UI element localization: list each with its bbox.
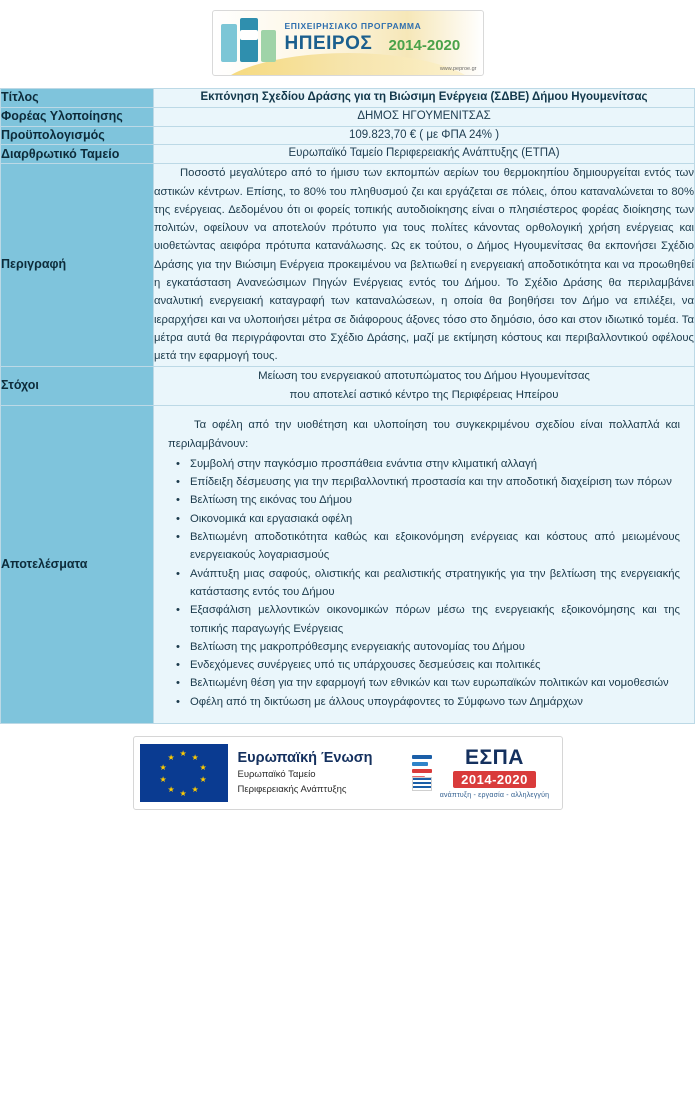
row-label-fund: Διαρθρωτικό Ταμείο <box>1 145 154 164</box>
goal-line-1: Μείωση του ενεργειακού αποτυπώματος του Δήμου Ηγουμενίτσας <box>258 369 590 382</box>
row-value-title <box>154 89 695 108</box>
list-item: • Οικονομικά και εργασιακά οφέλη <box>168 510 680 528</box>
eu-text-block <box>238 750 410 797</box>
row-value-implementer: ΔΗΜΟΣ ΗΓΟΥΜΕΝΙΤΣΑΣ <box>154 107 695 126</box>
goal-line-2: που αποτελεί αστικό κέντρο της Περιφέρειας Ηπείρου <box>289 388 559 401</box>
list-item: • Βελτίωση της εικόνας του Δήμου <box>168 491 680 509</box>
row-label-description: Περιγραφή <box>1 164 154 366</box>
row-label-results: Αποτελέσματα <box>1 406 154 724</box>
table-row-implementer <box>1 107 695 126</box>
program-years-label: 2014-2020 <box>388 37 461 54</box>
results-intro-text: Τα οφέλη από την υιοθέτηση και υλοποίηση του συγκεκριμένου σχεδίου είναι πολλαπλά και περιλαμβάνουν: <box>168 419 680 450</box>
description-paragraph: Ποσοστό μεγαλύτερο από το ήμισυ των εκπομπών αερίων του θερμοκηπίου δημιουργείται εντός των αστικών κέντρων. Επίσης, το 80% του πληθυσμού ζει και εργάζεται σε πόλεις, όπου καταναλώνεται το 80% της ενέργειας. Δεδομένου ότι οι φορείς τοπικής αυτοδιοίκησης είναι ο πλησιέστερος φορέας διοίκησης των πολιτών, οφείλουν να αποτελούν πρότυπο για τους πολίτες κάνοντας ορθολογική χρήση ενέργειας και υιοθετώντας αειφόρα πρότυπα κατανάλωσης. Ως εκ τούτου, ο Δήμος Ηγουμενίτσας θα εκπονήσει Σχέδιο Δράσης για την Βιώσιμη Ενέργεια προκειμένου να βελτιωθεί η ενεργειακή αποδοτικότητα και να προωθηθεί η εγκατάσταση Ανανεώσιμων Πηγών Ενέργειας εντός του Δήμου. Το Σχέδιο Δράσης θα περιλαμβάνει αναλυτική ενεργειακή καταγραφή των καταναλώσεων, η οποία θα βοηθήσει τον Δήμο να επιλέξει, να ιεραρχήσει και να υλοποιήσει μέτρα σε διάφορους άξονες τόσο στο δημόσιο, όσο και στον ιδιωτικό τομέα. Τα μέτρα αυτά θα περιγράφονται στο Σχέδιο Δράσης, μαζί με εκτίμηση κόστους και περιβαλλοντικού οφέλους μετά την εφαρμογή τους. <box>154 167 694 363</box>
table-row-description <box>1 164 695 366</box>
table-row-title <box>1 89 695 108</box>
table-row-budget <box>1 126 695 145</box>
list-item: • Βελτίωση της μακροπρόθεσμης ενεργειακής αυτονομίας του Δήμου <box>168 638 680 656</box>
row-value-results <box>154 406 695 724</box>
eu-subtitle-line1: Ευρωπαϊκό Ταμείο <box>237 768 316 780</box>
row-value-description <box>154 164 695 366</box>
eu-title-label: Ευρωπαϊκή Ένωση <box>237 749 373 766</box>
eu-espa-logo <box>133 736 563 810</box>
espa-name-label: ΕΣΠΑ <box>465 746 524 770</box>
espa-logo-block <box>410 747 556 799</box>
row-label-goals: Στόχοι <box>1 366 154 406</box>
program-name-label: ΗΠΕΙΡΟΣ <box>284 33 373 54</box>
table-row-fund <box>1 145 695 164</box>
list-item: • Βελτιωμένη αποδοτικότητα καθώς και εξοικονόμηση ενέργειας και κόστους από μειωμένους ενεργειακούς λογαριασμούς <box>168 528 680 565</box>
table-row-goals <box>1 366 695 406</box>
project-info-table <box>0 88 695 724</box>
row-value-fund: Ευρωπαϊκό Ταμείο Περιφερειακής Ανάπτυξης (ΕΤΠΑ) <box>154 145 695 164</box>
row-label-implementer: Φορέας Υλοποίησης <box>1 107 154 126</box>
footer-logo-container <box>0 724 695 824</box>
row-label-title: Τίτλος <box>1 89 154 108</box>
eu-flag-icon: ★ ★ ★ ★ ★ ★ ★ ★ ★ ★ <box>140 744 228 802</box>
row-value-goals <box>154 366 695 406</box>
program-logo-banner <box>212 10 484 76</box>
results-list <box>168 455 680 711</box>
header-banner-container <box>0 0 695 88</box>
epirus-logo-icon <box>221 18 277 68</box>
program-line-label: ΕΠΙΧΕΙΡΗΣΙΑΚΟ ΠΡΟΓΡΑΜΜΑ <box>284 21 422 31</box>
list-item: • Ανάπτυξη μιας σαφούς, ολιστικής και ρεαλιστικής στρατηγικής για την βελτίωση της ενεργειακής κατάστασης εντός του Δήμου <box>168 565 680 602</box>
espa-years-label: 2014-2020 <box>453 771 536 788</box>
list-item: • Ενδεχόμενες συνέργειες υπό τις υπάρχουσες δεσμεύσεις και πολιτικές <box>168 656 680 674</box>
row-label-budget: Προϋπολογισμός <box>1 126 154 145</box>
list-item: • Οφέλη από τη δικτύωση με άλλους υπογράφοντες το Σύμφωνο των Δημάρχων <box>168 693 680 711</box>
project-title-text: Εκπόνηση Σχεδίου Δράσης για τη Βιώσιμη Ενέργεια (ΣΔΒΕ) Δήμου Ηγουμενίτσας <box>200 91 648 103</box>
greek-flag-icon <box>412 777 432 791</box>
row-value-budget: 109.823,70 € ( με ΦΠΑ 24% ) <box>154 126 695 145</box>
eu-subtitle-line2: Περιφερειακής Ανάπτυξης <box>237 783 347 795</box>
list-item: • Βελτιωμένη θέση για την εφαρμογή των εθνικών και των ευρωπαϊκών πολιτικών και νομοθεσιών <box>168 674 680 692</box>
list-item: • Επίδειξη δέσμευσης για την περιβαλλοντική προστασία και την αποδοτική διαχείριση των πόρων <box>168 473 680 491</box>
table-row-results <box>1 406 695 724</box>
list-item: • Συμβολή στην παγκόσμιο προσπάθεια ενάντια στην κλιματική αλλαγή <box>168 455 680 473</box>
program-url-label: www.peproe.gr <box>439 66 477 72</box>
list-item: • Εξασφάλιση μελλοντικών οικονομικών πόρων μέσω της ενεργειακής εξοικονόμησης και της τοπικής παραγωγής Ενέργειας <box>168 601 680 638</box>
espa-subtitle-label: ανάπτυξη - εργασία - αλληλεγγύη <box>439 792 550 800</box>
